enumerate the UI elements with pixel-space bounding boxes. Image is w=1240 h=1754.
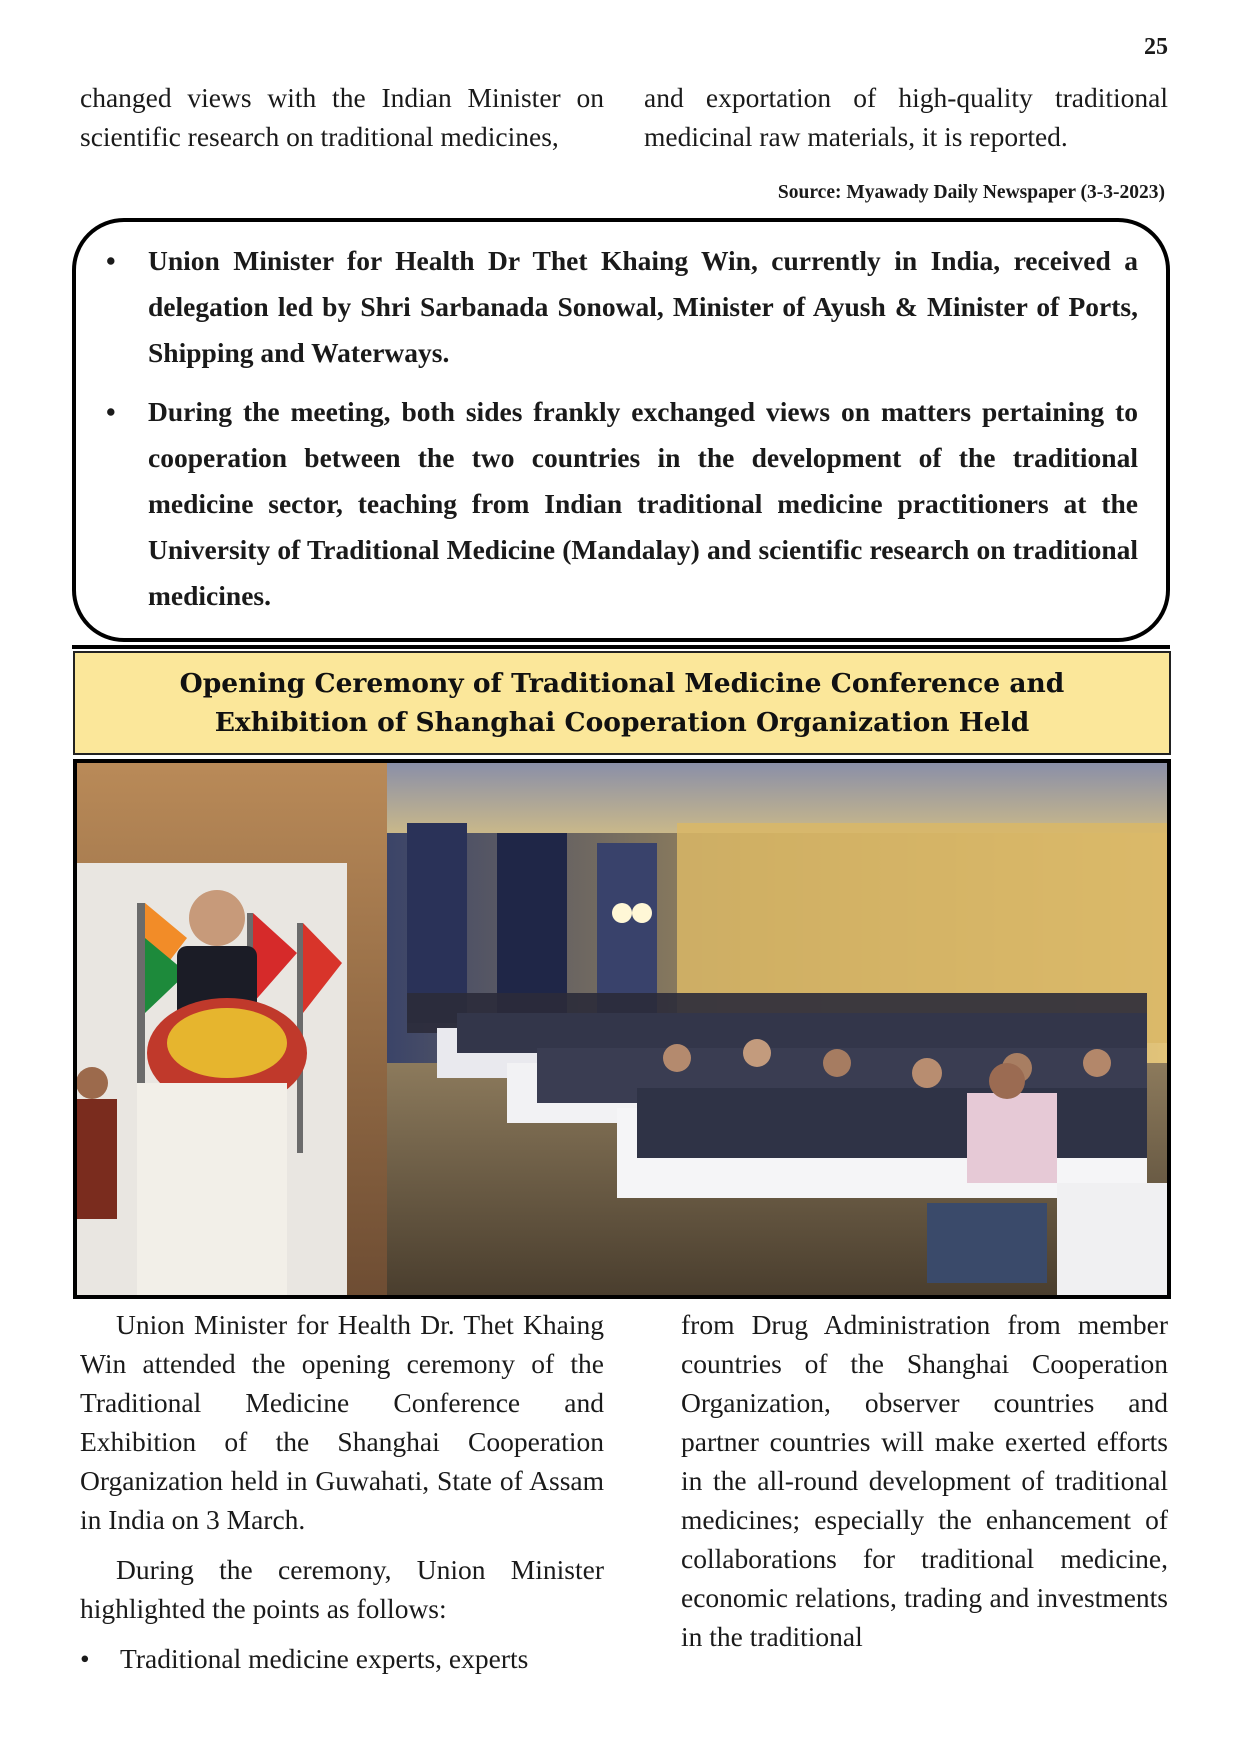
source-citation: Source: Myawady Daily Newspaper (3-3-2023)	[777, 182, 1165, 203]
summary-callout-box	[72, 218, 1170, 642]
continued-text-left	[80, 78, 604, 156]
conference-photo-illustration	[77, 763, 1167, 1295]
article-right-column	[681, 1305, 1168, 1656]
bullet-icon: •	[80, 1643, 90, 1674]
article-bullet-text: Traditional medicine experts, experts	[120, 1643, 529, 1674]
article-paragraph: Union Minister for Health Dr. Thet Khaing Win attended the opening ceremony of the Traditional Medicine Conference and Exhibition of the Shanghai Cooperation Organization held in Guwahati, State of Assam in India on 3 March.	[80, 1309, 604, 1535]
summary-text: During the meeting, both sides frankly exchanged views on matters pertaining to cooperation between the two countries in the development of the traditional medicine sector, teaching from Indian traditional medicine practitioners at the University of Traditional Medicine (Mandalay) and scientific research on traditional medicines.	[148, 396, 1138, 611]
paragraph: and exportation of high-quality traditional medicinal raw materials, it is reported.	[644, 82, 1168, 152]
page-number: 25	[1144, 34, 1168, 60]
summary-item	[106, 238, 1138, 376]
summary-list	[106, 238, 1138, 619]
conference-photo	[73, 759, 1171, 1299]
article-paragraph: from Drug Administration from member countries of the Shanghai Cooperation Organization, observer countries and partner countries will make exerted efforts in the all-round development of traditional medicines; especially the enhancement of collaborations for traditional medicine, economic relations, trading and investments in the traditional	[681, 1309, 1168, 1652]
article-headline: Opening Ceremony of Traditional Medicine Conference and Exhibition of Shanghai Cooperation Organization Held	[73, 651, 1171, 755]
summary-item	[106, 389, 1138, 619]
summary-text: Union Minister for Health Dr Thet Khaing Win, currently in India, received a delegation led by Shri Sarbanada Sonowal, Minister of Ayush & Minister of Ports, Shipping and Waterways.	[148, 245, 1138, 368]
article-paragraph: During the ceremony, Union Minister highlighted the points as follows:	[80, 1554, 604, 1624]
article-bullet-item	[80, 1639, 604, 1678]
bullet-icon: •	[106, 245, 116, 276]
paragraph: changed views with the Indian Minister on scientific research on traditional medicines,	[80, 82, 604, 152]
section-divider	[72, 645, 1170, 649]
bullet-icon: •	[106, 396, 116, 427]
article-left-column	[80, 1305, 604, 1678]
continued-text-right	[644, 78, 1168, 156]
